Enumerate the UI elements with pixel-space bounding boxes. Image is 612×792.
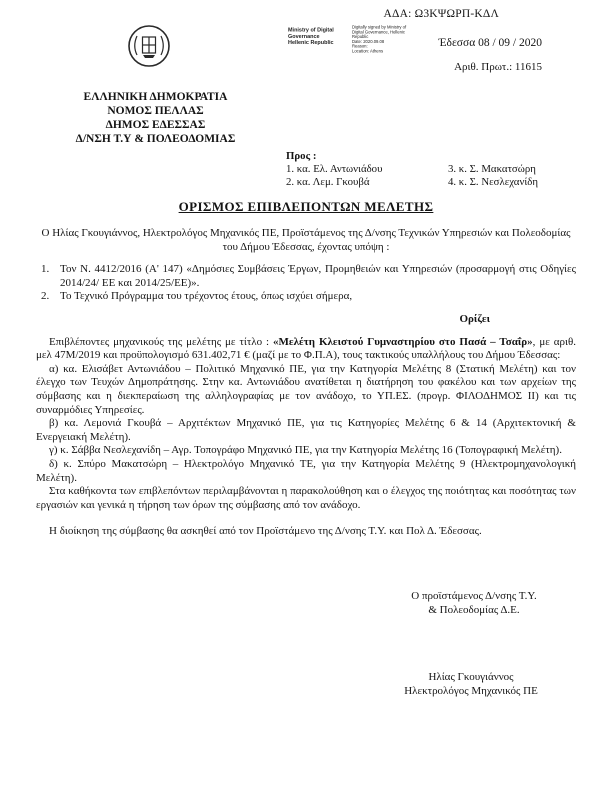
appointment-item-b: β) κα. Λεμονιά Γκουβά – Αρχιτέκτων Μηχανικό ΠΕ, για τις Κατηγορίες Μελέτης 6 & 14 (Αρχιτεκτονική & Ενεργειακή Μελέτη).	[36, 417, 576, 443]
ministry-name-line: Governance	[288, 33, 320, 40]
recipients-column-right	[448, 163, 538, 189]
recipient-item: 2. κα. Λεμ. Γκουβά	[286, 176, 370, 189]
ministry-name-line: Ministry of Digital	[288, 27, 334, 34]
assignment-prefix: Επιβλέποντες μηχανικούς της μελέτης με τίτλο :	[49, 335, 274, 348]
orizei-heading: Ορίζει	[459, 312, 490, 325]
recipients-columns	[286, 163, 538, 189]
consideration-item	[41, 263, 576, 290]
signature-role-line: Ο προϊστάμενος Δ/νσης Τ.Υ.	[411, 589, 537, 602]
ministry-name-line: Hellenic Republic	[288, 39, 334, 46]
consideration-item	[41, 290, 576, 304]
stamp-line: Digitally signed by Ministry of	[352, 25, 407, 30]
stamp-line: Digital Governance, Hellenic	[352, 29, 405, 35]
consideration-number: 2.	[41, 290, 50, 303]
recipient-item: 4. κ. Σ. Νεσλεχανίδη	[448, 176, 538, 189]
appointment-item-a: α) κα. Ελισάβετ Αντωνιάδου – Πολιτικό Μηχανικό ΠΕ, για την Κατηγορία Μελέτης 8 (Στατική Μελέτη) και τον έλεγχο των Τευχών Δημοπράτησης. Στην κα. Αντωνιάδου ανατίθεται η διατήρηση του φακέλου και των αρχείων της σύμβασης και η διεκπεραίωση της αλληλογραφίας με τον ανάδοχο, το ΥΠ.ΕΣ. (προγρ. ΦΙΛΟΔΗΜΟΣ ΙΙ) και τις συναρμόδιες Υπηρεσίες.	[36, 362, 576, 416]
consideration-text: Τον Ν. 4412/2016 (Α' 147) «Δημόσιες Συμβάσεις Έργων, Προμηθειών και Υπηρεσιών (προσαρμογή στις Οδηγίες 2014/24/ ΕΕ και 2014/25/ΕΕ)».	[60, 263, 576, 289]
consideration-number: 1.	[41, 263, 50, 276]
government-header	[48, 90, 263, 146]
stamp-line: Date: 2020.09.08	[352, 39, 385, 45]
considerations-list	[41, 263, 576, 304]
stamp-line: Location: Athens	[352, 49, 384, 54]
intro-paragraph: Ο Ηλίας Γκουγιάννος, Ηλεκτρολόγος Μηχανικός ΠΕ, Προϊστάμενος της Δ/νσης Τεχνικών Υπηρεσιών και Πολεοδομίας του Δήμου Έδεσσας, έχοντας υπόψη :	[41, 227, 571, 253]
study-title: «Μελέτη Κλειστού Γυμναστηρίου στο Πασά – Τσαΐρ»	[273, 335, 533, 348]
administration-paragraph: Η διοίκηση της σύμβασης θα ασκηθεί από τον Προϊστάμενο της Δ/νσης Τ.Υ. και Πολ Δ. Έδεσσας.	[49, 525, 482, 538]
consideration-text: Το Τεχνικό Πρόγραμμα του τρέχοντος έτους, όπως ισχύει σήμερα,	[60, 290, 353, 303]
signatory-title: Ηλεκτρολόγος Μηχανικός ΠΕ	[404, 685, 538, 698]
recipient-item: 3. κ. Σ. Μακατσώρη	[448, 163, 536, 176]
recipients-column-left	[286, 163, 448, 189]
recipients-block	[286, 150, 538, 190]
protocol-number: Αριθ. Πρωτ.: 11615	[454, 61, 542, 73]
header-line-republic: ΕΛΛΗΝΙΚΗ ΔΗΜΟΚΡΑΤΙΑ	[83, 91, 228, 103]
signature-role-block	[384, 589, 564, 618]
recipients-label: Προς :	[286, 150, 317, 162]
digital-signature-stamp	[352, 25, 432, 54]
assignment-paragraph	[36, 336, 576, 363]
appointment-item-d: δ) κ. Σπύρο Μακατσώρη – Ηλεκτρολόγο Μηχανικό ΤΕ, για την Κατηγορία Μελέτης 9 (Ηλεκτρομηχανολογική Μελέτη).	[36, 457, 576, 484]
header-line-prefecture: ΝΟΜΟΣ ΠΕΛΛΑΣ	[107, 105, 204, 117]
signatory-name: Ηλίας Γκουγιάννος	[428, 670, 514, 683]
header-line-municipality: ΔΗΜΟΣ ΕΔΕΣΣΑΣ	[105, 119, 206, 131]
duties-paragraph: Στα καθήκοντα των επιβλεπόντων περιλαμβάνονται η παρακολούθηση και ο έλεγχος της ποιότητας και ποσότητας των εργασιών και γενικά η τήρηση των όρων της σύμβασης από τον ανάδοχο.	[36, 485, 576, 511]
ada-code: ΑΔΑ: Ω3ΚΨΩΡΠ-ΚΔΛ	[383, 8, 499, 20]
signature-role-line: & Πολεοδομίας Δ.Ε.	[428, 604, 520, 617]
place-date: Έδεσσα 08 / 09 / 2020	[438, 37, 542, 49]
document-body	[36, 227, 576, 699]
stamp-line: Reason:	[352, 44, 368, 49]
stamp-line: Republic	[352, 34, 369, 40]
municipality-seal-icon	[127, 24, 171, 68]
signature-name-block	[366, 670, 576, 699]
assignment-suffix: , με αριθ. μελ 47Μ/2019 και προϋπολογισμό 631.402,71 € (μαζί με το Φ.Π.Α), τους τακτικούς υπαλλήλους του Δήμου Έδεσσας:	[36, 335, 577, 362]
header-line-directorate: Δ/ΝΣΗ Τ.Υ & ΠΟΛΕΟΔΟΜΙΑΣ	[75, 133, 236, 145]
ministry-name	[288, 27, 349, 46]
document-title: ΟΡΙΣΜΟΣ ΕΠΙΒΛΕΠΟΝΤΩΝ ΜΕΛΕΤΗΣ	[178, 199, 434, 214]
recipient-item: 1. κα. Ελ. Αντωνιάδου	[286, 163, 383, 176]
appointment-item-c: γ) κ. Σάββα Νεσλεχανίδη – Αγρ. Τοπογράφο Μηχανικό ΠΕ, για την Κατηγορία Μελέτης 16 (Τοπογραφική Μελέτη).	[49, 444, 562, 457]
